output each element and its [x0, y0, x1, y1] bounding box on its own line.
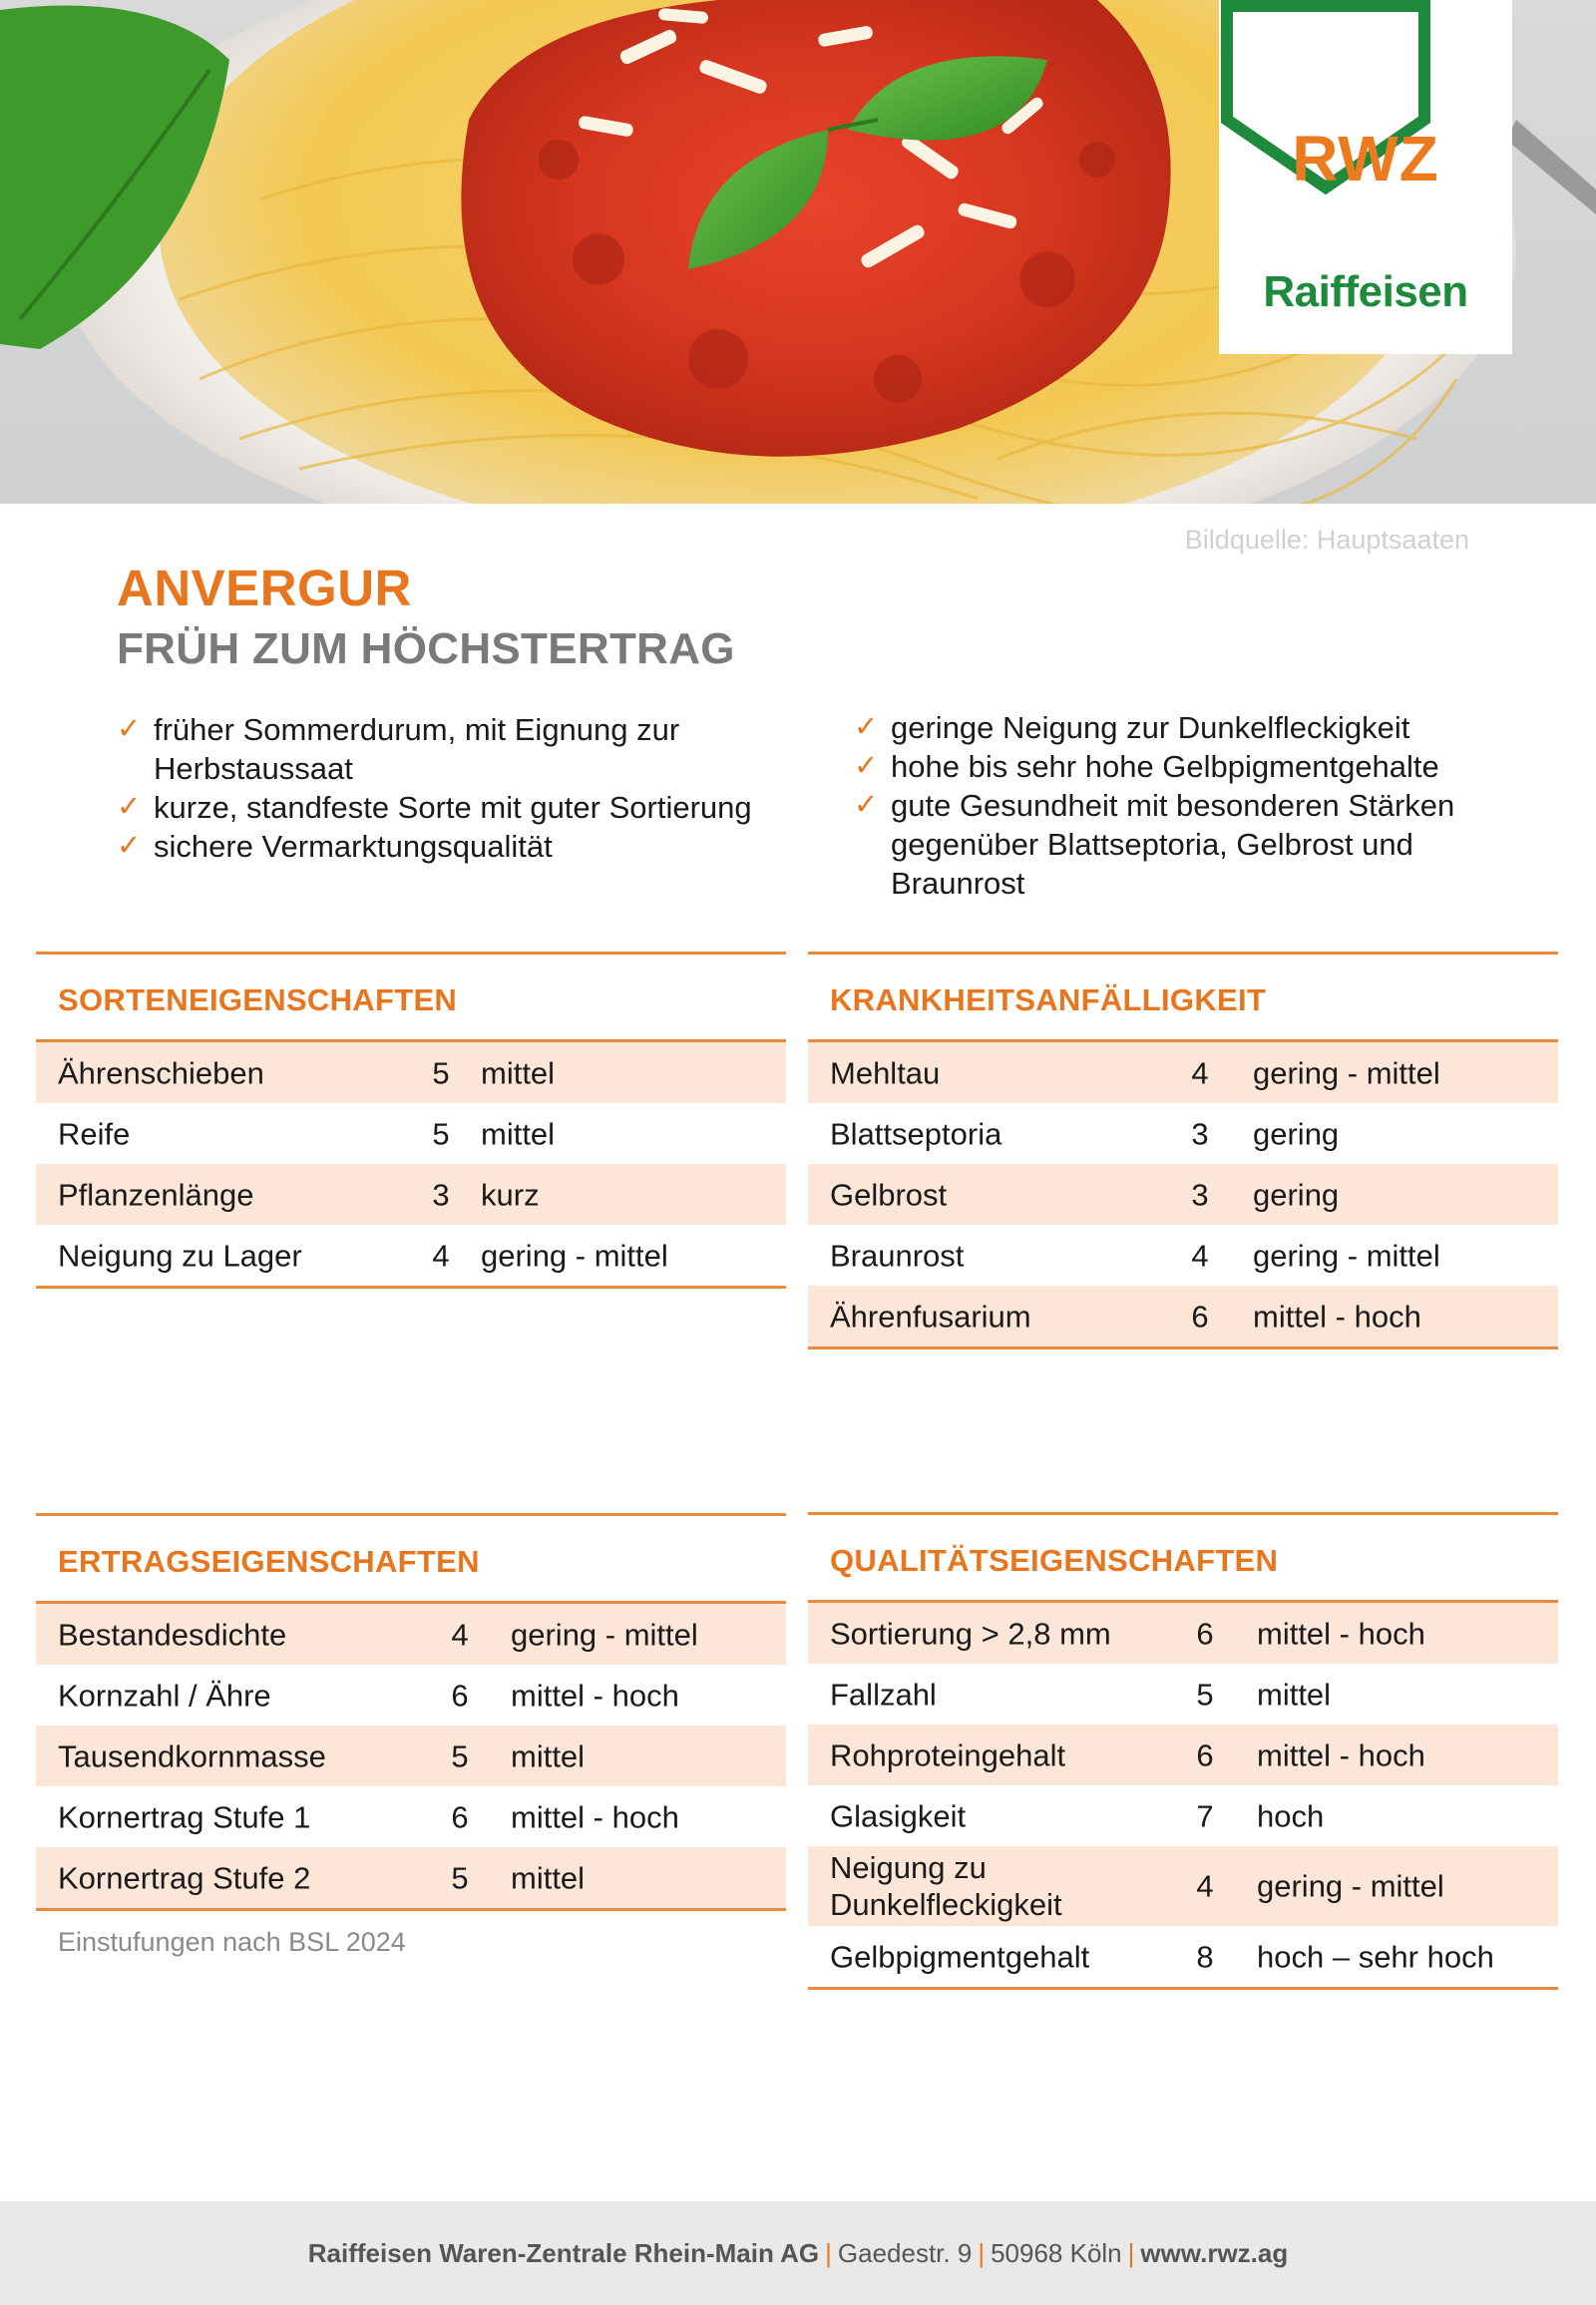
table-row: Ährenfusarium 6 mittel - hoch	[808, 1286, 1558, 1346]
table-heading: QUALITÄTSEIGENSCHAFTEN	[830, 1543, 1279, 1578]
table-row: Glasigkeit 7 hoch	[830, 1798, 1325, 1833]
list-item: ✓ sichere Vermarktungsqualität	[117, 829, 553, 864]
footer-separator: |	[825, 2238, 832, 2268]
table-row: Kornertrag Stufe 1 6 mittel - hoch	[58, 1799, 679, 1834]
table-row: Bestandesdichte 4 gering - mittel	[36, 1604, 786, 1665]
hero-image	[0, 0, 1596, 504]
check-icon: ✓	[117, 713, 142, 745]
table-row: Rohproteingehalt 6 mittel - hoch	[808, 1725, 1558, 1785]
page-title: ANVERGUR	[117, 560, 412, 616]
table-row: Kornzahl / Ähre 6 mittel - hoch	[58, 1678, 679, 1713]
list-item: ✓ kurze, standfeste Sorte mit guter Sortierung	[117, 790, 752, 825]
feature-list-right	[854, 708, 1512, 903]
footer-website-link[interactable]: www.rwz.ag	[1140, 2238, 1289, 2268]
logo-wordmark: Raiffeisen	[1263, 267, 1468, 316]
table-row: Neigung zu Dunkelfleckigkeit 4 gering - mittel	[808, 1846, 1558, 1926]
table-row: Reife 5 mittel	[58, 1116, 556, 1151]
table-row: Fallzahl 5 mittel	[830, 1677, 1332, 1712]
rwz-logo	[1219, 0, 1512, 354]
divider	[808, 1987, 1558, 1990]
logo-mark: RWZ	[1292, 123, 1439, 194]
table-krankheitsanfaelligkeit	[808, 952, 1558, 1349]
footer-company: Raiffeisen Waren-Zentrale Rhein-Main AG	[307, 2238, 820, 2268]
footer	[0, 2201, 1596, 2305]
footer-city: 50968 Köln	[991, 2238, 1122, 2268]
check-icon: ✓	[854, 711, 879, 743]
table-row: Gelbpigmentgehalt 8 hoch – sehr hoch	[830, 1939, 1494, 1974]
table-heading: ERTRAGSEIGENSCHAFTEN	[58, 1544, 480, 1579]
table-heading: KRANKHEITSANFÄLLIGKEIT	[830, 982, 1267, 1017]
footer-street: Gaedestr. 9	[837, 2238, 973, 2268]
table-row: Mehltau 4 gering - mittel	[808, 1042, 1558, 1103]
table-row: Kornertrag Stufe 2 5 mittel	[36, 1847, 786, 1908]
footnote: Einstufungen nach BSL 2024	[58, 1927, 406, 1957]
image-credit: Bildquelle: Hauptsaaten	[1184, 525, 1469, 555]
list-item: ✓ früher Sommerdurum, mit Eignung zur Herbstaussaat	[117, 712, 680, 786]
table-row: Ährenschieben 5 mittel	[36, 1042, 786, 1103]
divider	[808, 1346, 1558, 1349]
list-item: ✓ gute Gesundheit mit besonderen Stärken gegenüber Blattseptoria, Gelbrost und Braunrost	[854, 788, 1455, 901]
check-icon: ✓	[854, 750, 879, 782]
check-icon: ✓	[117, 791, 142, 823]
feature-list-left	[117, 710, 755, 866]
list-item: ✓ hohe bis sehr hohe Gelbpigmentgehalte	[854, 749, 1439, 784]
check-icon: ✓	[117, 830, 142, 862]
table-row: Neigung zu Lager 4 gering - mittel	[58, 1238, 668, 1273]
divider	[36, 1286, 786, 1289]
table-heading: SORTENEIGENSCHAFTEN	[58, 982, 458, 1017]
check-icon: ✓	[854, 789, 879, 821]
page-subtitle: FRÜH ZUM HÖCHSTERTRAG	[117, 624, 735, 673]
table-row: Braunrost 4 gering - mittel	[830, 1238, 1440, 1273]
table-row: Gelbrost 3 gering	[808, 1164, 1558, 1225]
table-sorteneigenschaften	[36, 952, 786, 1289]
table-ertragseigenschaften	[36, 1513, 786, 1958]
footer-separator: |	[978, 2238, 986, 2268]
table-qualitaetseigenschaften	[808, 1512, 1558, 1990]
table-row: Blattseptoria 3 gering	[830, 1116, 1340, 1151]
table-row: Sortierung > 2,8 mm 6 mittel - hoch	[808, 1603, 1558, 1664]
footer-separator: |	[1127, 2238, 1135, 2268]
list-item: ✓ geringe Neigung zur Dunkelfleckigkeit	[854, 710, 1410, 745]
table-row: Pflanzenlänge 3 kurz	[36, 1164, 786, 1225]
table-row: Tausendkornmasse 5 mittel	[36, 1726, 786, 1786]
